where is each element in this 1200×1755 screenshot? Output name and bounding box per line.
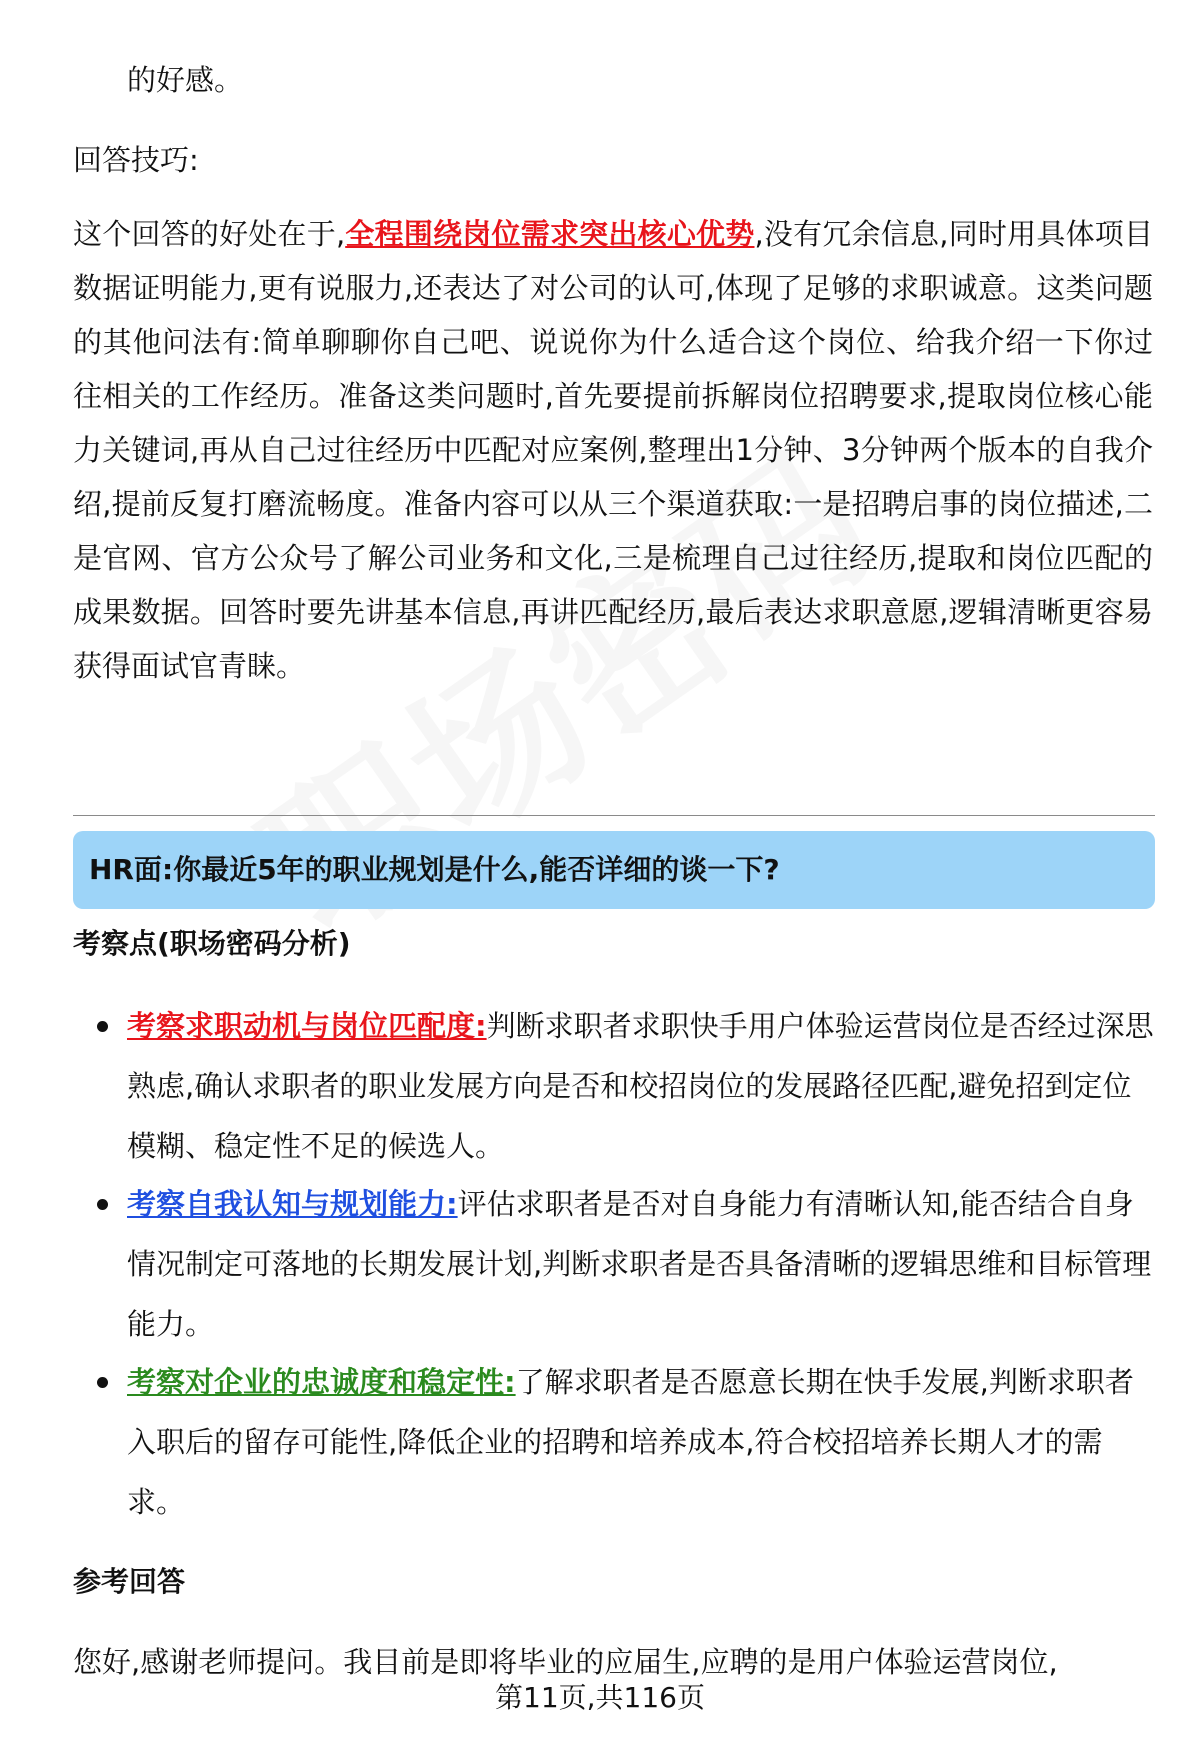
tips-paragraph: [73, 207, 1153, 693]
page-number: 第11页,共116页: [495, 1681, 705, 1714]
intro-tail: 的好感。: [127, 63, 244, 97]
tips-label: 回答技巧:: [73, 143, 199, 177]
analysis-heading: 考察点(职场密码分析): [73, 927, 351, 960]
question-banner: [73, 831, 1155, 909]
bullet-icon: [97, 1199, 108, 1210]
bullet-title: 考察求职动机与岗位匹配度:: [127, 1009, 487, 1043]
tips-prefix: 这个回答的好处在于,: [73, 217, 346, 251]
bullet-item-self-awareness: [127, 1174, 1157, 1354]
bullet-title: 考察对企业的忠诚度和稳定性:: [127, 1365, 516, 1399]
bullet-text: 评估求职者是否对自身能力有清晰认知,能否结合自身情况制定可落地的长期发展计划,判断求职者是否具备清晰的逻辑思维和目标管理能力。: [127, 1187, 1152, 1341]
tips-highlight: 全程围绕岗位需求突出核心优势: [345, 217, 755, 251]
bullet-text: 了解求职者是否愿意长期在快手发展,判断求职者入职后的留存可能性,降低企业的招聘和培养成本,符合校招培养长期人才的需求。: [127, 1365, 1134, 1519]
bullet-icon: [97, 1021, 108, 1032]
bullet-item-motivation: [127, 996, 1157, 1176]
bullet-item-loyalty: [127, 1352, 1157, 1532]
reference-answer-start: 您好,感谢老师提问。我目前是即将毕业的应届生,应聘的是用户体验运营岗位,: [73, 1645, 1058, 1679]
bullet-title: 考察自我认知与规划能力:: [127, 1187, 458, 1221]
section-divider: [73, 815, 1155, 816]
reference-heading: 参考回答: [73, 1565, 186, 1598]
question-text: HR面:你最近5年的职业规划是什么,能否详细的谈一下?: [89, 853, 780, 886]
bullet-text: 判断求职者求职快手用户体验运营岗位是否经过深思熟虑,确认求职者的职业发展方向是否和校招岗位的发展路径匹配,避免招到定位模糊、稳定性不足的候选人。: [127, 1009, 1154, 1163]
tips-rest: ,没有冗余信息,同时用具体项目数据证明能力,更有说服力,还表达了对公司的认可,体现了足够的求职诚意。这类问题的其他问法有:简单聊聊你自己吧、说说你为什么适合这个岗位、给我介绍一下你过往相关的工作经历。准备这类问题时,首先要提前拆解岗位招聘要求,提取岗位核心能力关键词,再从自己过往经历中匹配对应案例,整理出1分钟、3分钟两个版本的自我介绍,提前反复打磨流畅度。准备内容可以从三个渠道获取:一是招聘启事的岗位描述,二是官网、官方公众号了解公司业务和文化,三是梳理自己过往经历,提取和岗位匹配的成果数据。回答时要先讲基本信息,再讲匹配经历,最后表达求职意愿,逻辑清晰更容易获得面试官青睐。: [73, 217, 1154, 683]
bullet-icon: [97, 1377, 108, 1388]
